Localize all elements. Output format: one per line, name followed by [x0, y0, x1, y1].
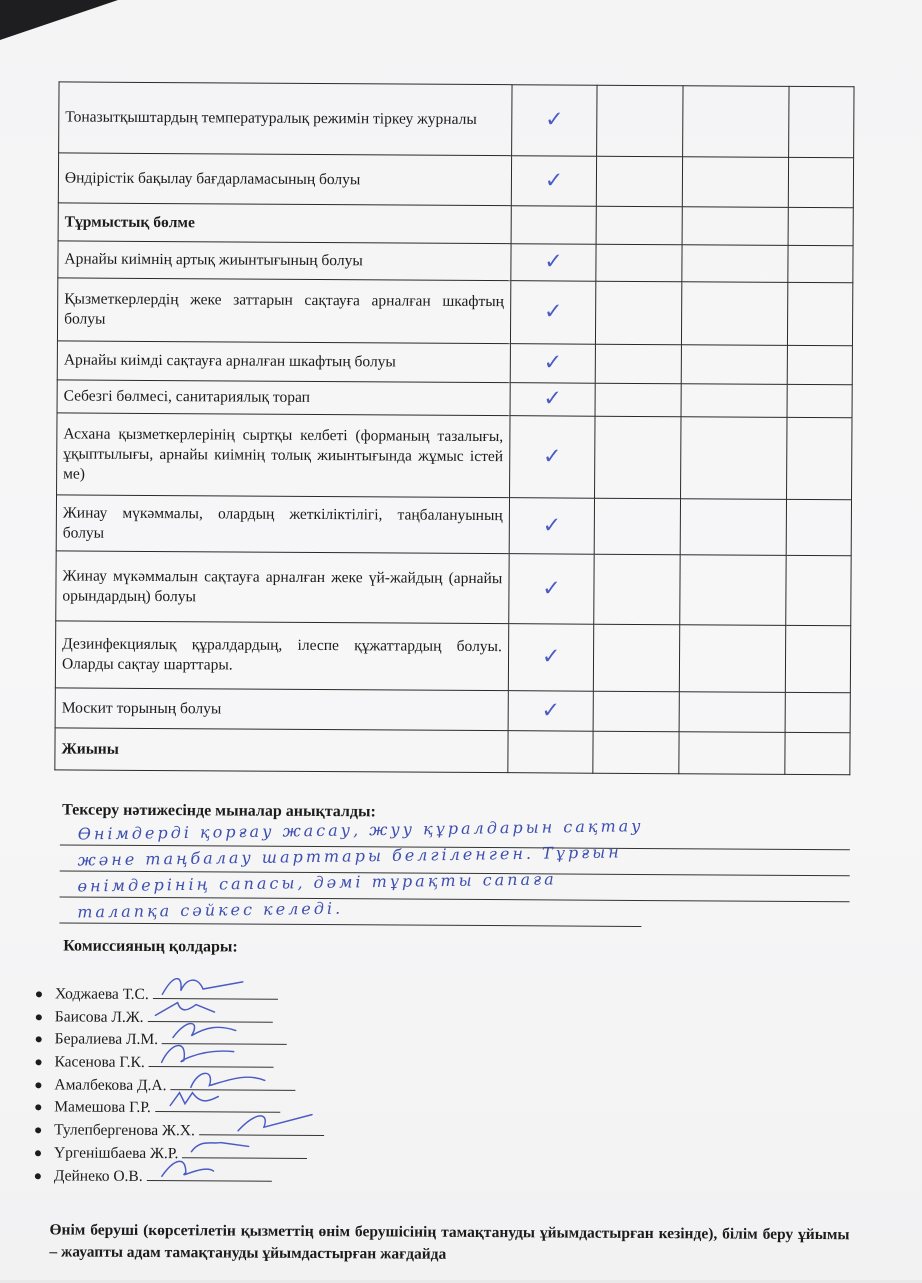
empty-cell — [679, 625, 786, 693]
member-name: Амалбекова Д.А. — [54, 1076, 167, 1094]
criterion-text: Москит торының болуы — [55, 688, 508, 731]
empty-cell — [596, 344, 682, 384]
empty-cell — [593, 731, 679, 774]
check-mark-cell: ✓ — [509, 498, 595, 555]
empty-cell — [682, 207, 789, 246]
criterion-text: Себезгі бөлмесі, санитариялық торап — [57, 380, 510, 416]
empty-cell — [680, 417, 787, 500]
member-name: Үргенішбаева Ж.Р. — [53, 1144, 179, 1162]
check-mark-cell: ✓ — [509, 416, 595, 499]
empty-cell — [593, 691, 679, 732]
member-name: Ходжаева Т.С. — [54, 985, 149, 1003]
member-name: Тулепбергенова Ж.Х. — [54, 1121, 195, 1140]
handwritten-text: және таңбалау шарттары белгіленген. Тұрғын — [77, 842, 622, 870]
empty-cell — [789, 157, 854, 207]
criterion-text: Жинау мүкәммалы, олардың жеткіліктілігі, таңбалануының болуы — [56, 495, 509, 554]
check-mark-cell: ✓ — [509, 554, 595, 625]
criterion-text: Асхана қызметкерлерінің сыртқы келбеті (форманың тазалығы, ұқыптылығы, арнайы киімнің толық жиынтығында жұмыс істей ме) — [57, 413, 510, 498]
empty-cell — [596, 206, 682, 245]
empty-cell — [595, 383, 681, 417]
checklist-row — [57, 413, 852, 500]
checklist-row — [58, 153, 853, 208]
commission-member — [32, 1165, 324, 1189]
empty-cell — [681, 345, 788, 385]
empty-cell — [682, 86, 789, 158]
section-label: Тұрмыстық бөлме — [58, 203, 511, 244]
checklist-row — [58, 241, 853, 283]
empty-cell — [785, 692, 850, 732]
check-mark-cell: ✓ — [510, 281, 596, 345]
empty-cell — [681, 384, 788, 418]
empty-cell — [787, 384, 852, 417]
empty-cell — [786, 555, 851, 625]
empty-cell — [681, 282, 788, 346]
empty-cell — [594, 554, 680, 625]
check-mark-cell — [511, 206, 597, 245]
findings-title: Тексеру нәтижесінде мыналар анықталды: — [62, 801, 376, 821]
criterion-text: Арнайы киімнің артық жиынтығының болуы — [58, 241, 511, 281]
empty-cell — [788, 245, 853, 282]
empty-cell — [594, 498, 680, 555]
checklist-row — [56, 495, 851, 556]
criterion-text: Өндірістік бақылау бағдарламасының болуы — [58, 153, 511, 206]
empty-cell — [596, 244, 682, 282]
empty-cell — [680, 555, 787, 626]
footer-text: Өнім беруші (көрсетілетін қызметтің өнім берушісінің тамақтануды ұйымдастырған кезінде), білім беру ұйымы – жауапты адам тамақтануды ұйымдастырған жағдайда — [49, 1221, 850, 1263]
section-row — [58, 203, 853, 246]
empty-cell — [787, 417, 852, 499]
empty-cell — [679, 692, 786, 733]
empty-cell — [597, 156, 683, 207]
member-name: Баисова Л.Ж. — [54, 1008, 144, 1026]
criterion-text: Дезинфекциялық құралдардың, ілеспе құжаттардың болуы. Оларды сақтау шарттары. — [55, 621, 508, 691]
section-row — [55, 728, 850, 775]
empty-cell — [679, 732, 786, 775]
handwritten-text: талапқа сәйкес келеді. — [77, 898, 344, 922]
criterion-text: Арнайы киімді сақтауға арналған шкафтың болуы — [57, 341, 510, 383]
empty-cell — [682, 245, 789, 283]
empty-cell — [594, 624, 680, 692]
empty-cell — [595, 416, 681, 499]
checklist-row — [59, 82, 854, 158]
checklist-row — [57, 380, 852, 418]
check-mark-cell: ✓ — [511, 85, 597, 157]
checklist-row — [55, 621, 850, 693]
check-mark-cell — [508, 731, 594, 774]
checklist-row — [55, 688, 850, 733]
empty-cell — [786, 625, 851, 692]
checklist-row — [56, 551, 851, 626]
member-name: Касенова Г.К. — [54, 1053, 145, 1072]
empty-cell — [787, 345, 852, 384]
empty-cell — [596, 281, 682, 345]
empty-cell — [789, 86, 854, 157]
empty-cell — [682, 157, 789, 208]
checklist-row — [57, 341, 852, 385]
empty-cell — [785, 732, 850, 774]
empty-cell — [788, 207, 853, 245]
empty-cell — [786, 499, 851, 555]
member-name: Дейнеко О.В. — [53, 1166, 143, 1185]
signature — [149, 1151, 269, 1182]
check-mark-cell: ✓ — [508, 624, 594, 692]
checklist-row — [57, 278, 852, 346]
check-mark-cell: ✓ — [511, 156, 597, 207]
check-mark-cell: ✓ — [511, 244, 597, 282]
signature-line — [147, 1165, 272, 1181]
empty-cell — [680, 499, 787, 556]
check-mark-cell: ✓ — [508, 691, 594, 732]
handwritten-line — [59, 897, 641, 927]
criterion-text: Тоназытқыштардың температуралық режимін тіркеу журналы — [59, 82, 512, 156]
commission-members — [32, 983, 325, 1189]
check-mark-cell: ✓ — [510, 383, 596, 417]
empty-cell — [597, 85, 683, 157]
handwritten-text: Өнімдерді қорғау жасау, жуу құралдарын сақтау — [77, 816, 644, 844]
commission-title: Комиссияның қолдары: — [63, 937, 238, 956]
empty-cell — [788, 282, 853, 345]
criterion-text: Қызметкерлердің жеке заттарын сақтауға арналған шкафтың болуы — [57, 278, 510, 344]
checklist-table — [54, 81, 854, 775]
section-label: Жиыны — [55, 728, 508, 773]
findings-section — [59, 801, 850, 928]
member-name: Бералиева Л.М. — [54, 1030, 159, 1049]
member-name: Мамешова Г.Р. — [54, 1098, 151, 1117]
handwritten-text: өнімдерінің сапасы, дәмі тұрақты сапаға — [77, 869, 557, 896]
criterion-text: Жинау мүкәммалын сақтауға арналған жеке үй-жайдың (арнайы орындардың) болуы — [56, 551, 509, 624]
check-mark-cell: ✓ — [510, 344, 596, 384]
